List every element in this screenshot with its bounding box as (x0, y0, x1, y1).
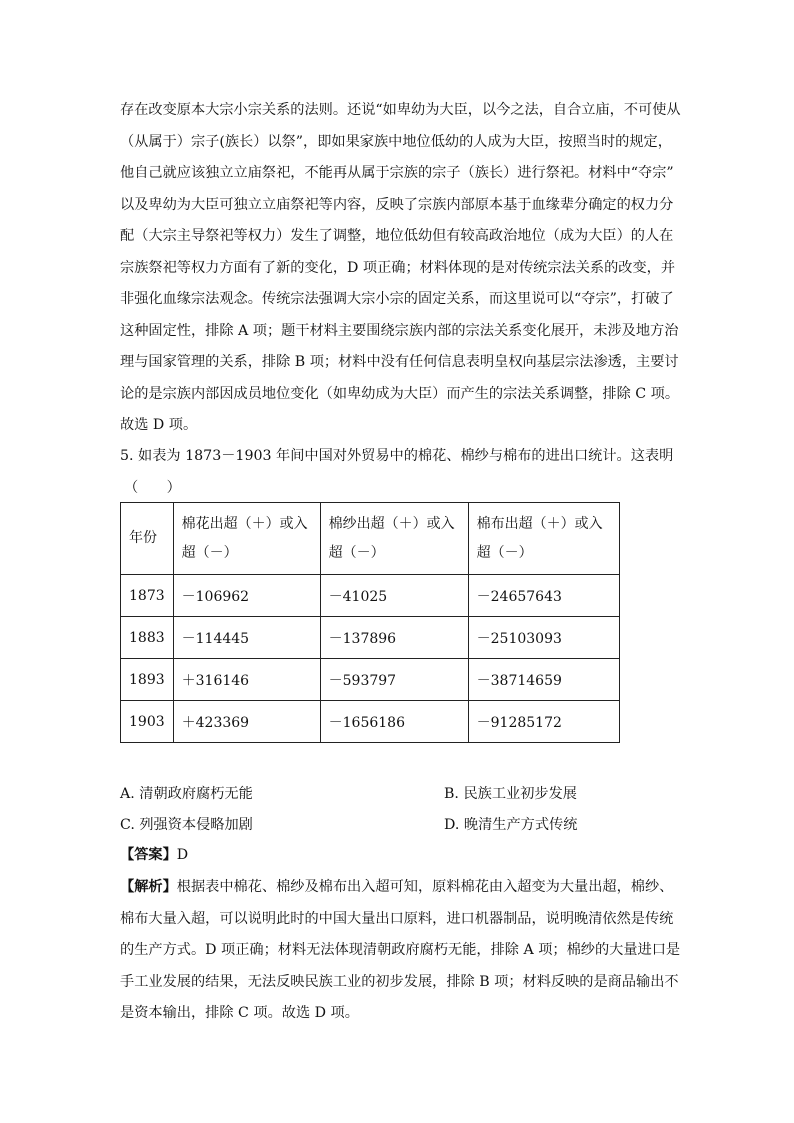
text-line: 棉布大量入超，可以说明此时的中国大量出口原料，进口机器制品，说明晚清依然是传统 (120, 910, 674, 927)
text-line: 他自己就应该独立立庙祭祀，不能再从属于宗族的宗子（族长）进行祭祀。材料中“夺宗” (120, 165, 674, 181)
question-stem-line: 5. 如表为 1873－1903 年间中国对外贸易中的棉花、棉纱与棉布的进出口统计。这表明 (120, 448, 674, 464)
table-row (121, 701, 620, 743)
option-d: D. 晚清生产方式传统 (444, 817, 578, 833)
option-c: C. 列强资本侵略加剧 (120, 817, 253, 833)
options-row (120, 779, 680, 810)
text-line (120, 872, 680, 904)
cell-raw-cotton: ＋423369 (173, 701, 320, 743)
answer-blank: （ ） (124, 479, 181, 496)
cell-cotton-yarn: －1656186 (320, 701, 468, 743)
question-5-stem (120, 441, 680, 504)
text-line: 手工业发展的结果，无法反映民族工业的初步发展，排除 B 项；材料反映的是商品输出不 (120, 973, 679, 990)
cell-cotton-cloth: －24657643 (468, 575, 619, 617)
header-raw-cotton: 棉花出超（＋）或入超（－） (173, 503, 320, 575)
option-b: B. 民族工业初步发展 (444, 786, 577, 802)
text-line: 这种固定性，排除 A 项；题干材料主要围绕宗族内部的宗法关系变化展开，未涉及地方治 (120, 322, 679, 339)
option-a: A. 清朝政府腐朽无能 (120, 786, 253, 802)
cell-raw-cotton: －106962 (173, 575, 320, 617)
cell-cotton-cloth: －91285172 (468, 701, 619, 743)
text-line: 理与国家管理的关系，排除 B 项；材料中没有任何信息表明皇权向基层宗法渗透，主要讨 (120, 354, 679, 370)
header-year: 年份 (121, 503, 174, 575)
cell-year: 1873 (121, 575, 174, 617)
table-row (121, 575, 620, 617)
cell-cotton-cloth: －25103093 (468, 617, 619, 659)
text-line: 是资本输出，排除 C 项。故选 D 项。 (120, 1005, 359, 1021)
cell-year: 1883 (121, 617, 174, 659)
analysis-first-line: 根据表中棉花、棉纱及棉布出入超可知，原料棉花由入超变为大量出超，棉纱、 (176, 879, 674, 895)
text-line: 的生产方式。D 项正确；材料无法体现清朝政府腐朽无能，排除 A 项；棉纱的大量进口是 (120, 942, 681, 958)
answer-options (120, 779, 680, 841)
table-row (121, 617, 620, 659)
text-line: 非强化血缘宗法观念。传统宗法强调大宗小宗的固定关系，而这里说可以“夺宗”，打破了 (120, 291, 674, 307)
text-line: 宗族祭祀等权力方面有了新的变化，D 项正确；材料体现的是对传统宗法关系的改变，并 (120, 259, 676, 276)
cell-cotton-yarn: －137896 (320, 617, 468, 659)
text-line: 论的是宗族内部因成员地位变化（如卑幼成为大臣）而产生的宗法关系调整，排除 C 项。 (120, 385, 680, 402)
options-row (120, 810, 680, 841)
cell-raw-cotton: －114445 (173, 617, 320, 659)
text-line: 存在改变原本大宗小宗关系的法则。还说“如卑幼为大臣，以今之法，自合立庙，不可使从 (120, 102, 681, 118)
text-line: （从属于）宗子(族长）以祭”，即如果家族中地位低幼的人成为大臣，按照当时的规定， (120, 133, 672, 150)
cell-year: 1893 (121, 659, 174, 701)
cell-raw-cotton: ＋316146 (173, 659, 320, 701)
table-row (121, 659, 620, 701)
analysis-label: 【解析】 (120, 879, 177, 895)
text-line: 以及卑幼为大臣可独立立庙祭祀等内容，反映了宗族内部原本基于血缘辈分确定的权力分 (120, 196, 674, 213)
table-header-row (121, 503, 620, 575)
cell-year: 1903 (121, 701, 174, 743)
cell-cotton-yarn: －41025 (320, 575, 468, 617)
text-line: 配（大宗主导祭祀等权力）发生了调整，地位低幼但有较高政治地位（成为大臣）的人在 (120, 228, 674, 244)
analysis-paragraph (120, 872, 680, 1030)
answer-label: 【答案】 (120, 847, 177, 863)
trade-statistics-table (120, 502, 620, 743)
answer-line (120, 840, 188, 872)
text-line: 故选 D 项。 (120, 417, 198, 433)
cell-cotton-cloth: －38714659 (468, 659, 619, 701)
previous-analysis-paragraph (120, 95, 680, 442)
answer-value: D (176, 847, 189, 863)
header-cotton-cloth: 棉布出超（＋）或入超（－） (468, 503, 619, 575)
cell-cotton-yarn: －593797 (320, 659, 468, 701)
header-cotton-yarn: 棉纱出超（＋）或入超（－） (320, 503, 468, 575)
